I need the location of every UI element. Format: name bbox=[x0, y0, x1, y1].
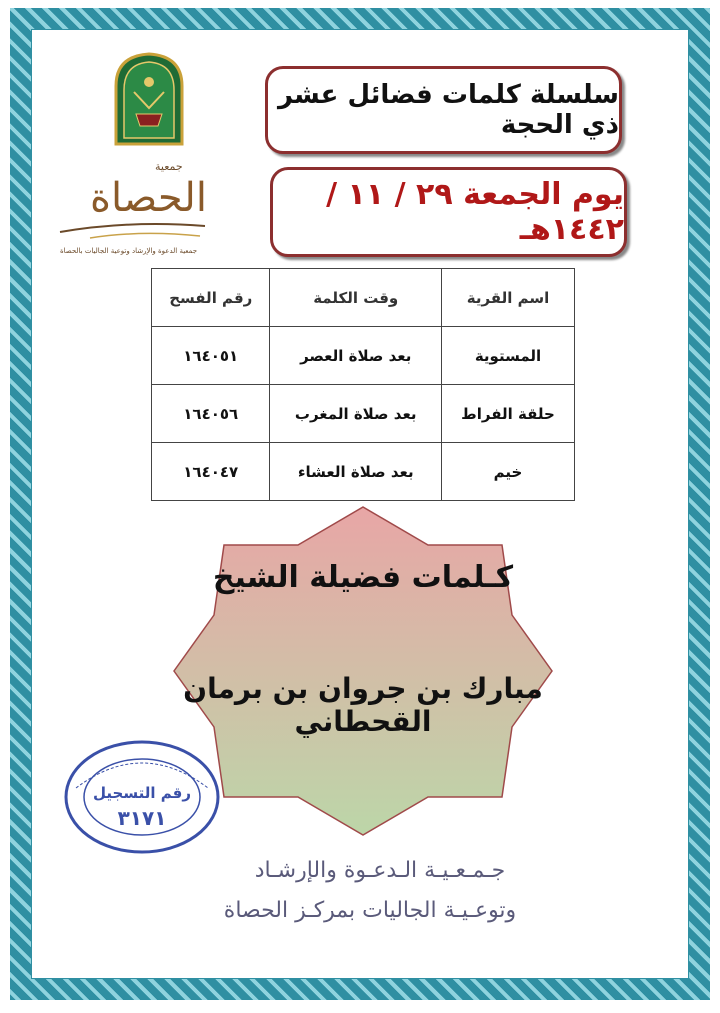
header-village: اسم القرية bbox=[441, 269, 574, 327]
speaker-name: مبارك بن جروان بن برمان القحطاني bbox=[183, 672, 543, 738]
cell-time: بعد صلاة المغرب bbox=[270, 385, 442, 443]
speaker-intro: كـلمات فضيلة الشيخ bbox=[212, 560, 514, 595]
logo-top-word: جمعية bbox=[155, 160, 183, 173]
cell-permit: ١٦٤٠٥١ bbox=[152, 327, 270, 385]
header-permit: رقم الفسح bbox=[152, 269, 270, 327]
cell-village: حلقة الفراط bbox=[441, 385, 574, 443]
series-title: سلسلة كلمات فضائل عشر ذي الحجة bbox=[278, 80, 619, 140]
cell-time: بعد صلاة العشاء bbox=[270, 443, 442, 501]
ministry-emblem-icon bbox=[112, 52, 186, 148]
date-box bbox=[270, 167, 627, 257]
table-row bbox=[152, 443, 575, 501]
date-line: يوم الجمعة ٢٩ / ١١ / ١٤٤٢هـ bbox=[326, 177, 624, 247]
cell-village: المستوية bbox=[441, 327, 574, 385]
stamp-number: ٣١٧١ bbox=[117, 806, 167, 830]
table-row bbox=[152, 327, 575, 385]
header-time: وقت الكلمة bbox=[270, 269, 442, 327]
schedule-table bbox=[151, 268, 575, 501]
speaker-octagon-shape bbox=[172, 505, 554, 837]
cell-permit: ١٦٤٠٥٦ bbox=[152, 385, 270, 443]
footer-line-1: جـمـعـيـة الـدعـوة والإرشـاد bbox=[254, 858, 506, 883]
cell-time: بعد صلاة العصر bbox=[270, 327, 442, 385]
table-row bbox=[152, 385, 575, 443]
series-title-box bbox=[265, 66, 622, 154]
cell-village: خيم bbox=[441, 443, 574, 501]
cell-permit: ١٦٤٠٤٧ bbox=[152, 443, 270, 501]
stamp-label: رقم التسجيل bbox=[93, 784, 191, 802]
table-header-row bbox=[152, 269, 575, 327]
logo-name: الحصاة bbox=[90, 175, 207, 221]
logo-subtitle: جمعية الدعوة والإرشاد وتوعية الجاليات بالحصاة bbox=[60, 247, 198, 255]
footer-line-2: وتوعـيـة الجاليات بمركـز الحصاة bbox=[223, 898, 517, 923]
